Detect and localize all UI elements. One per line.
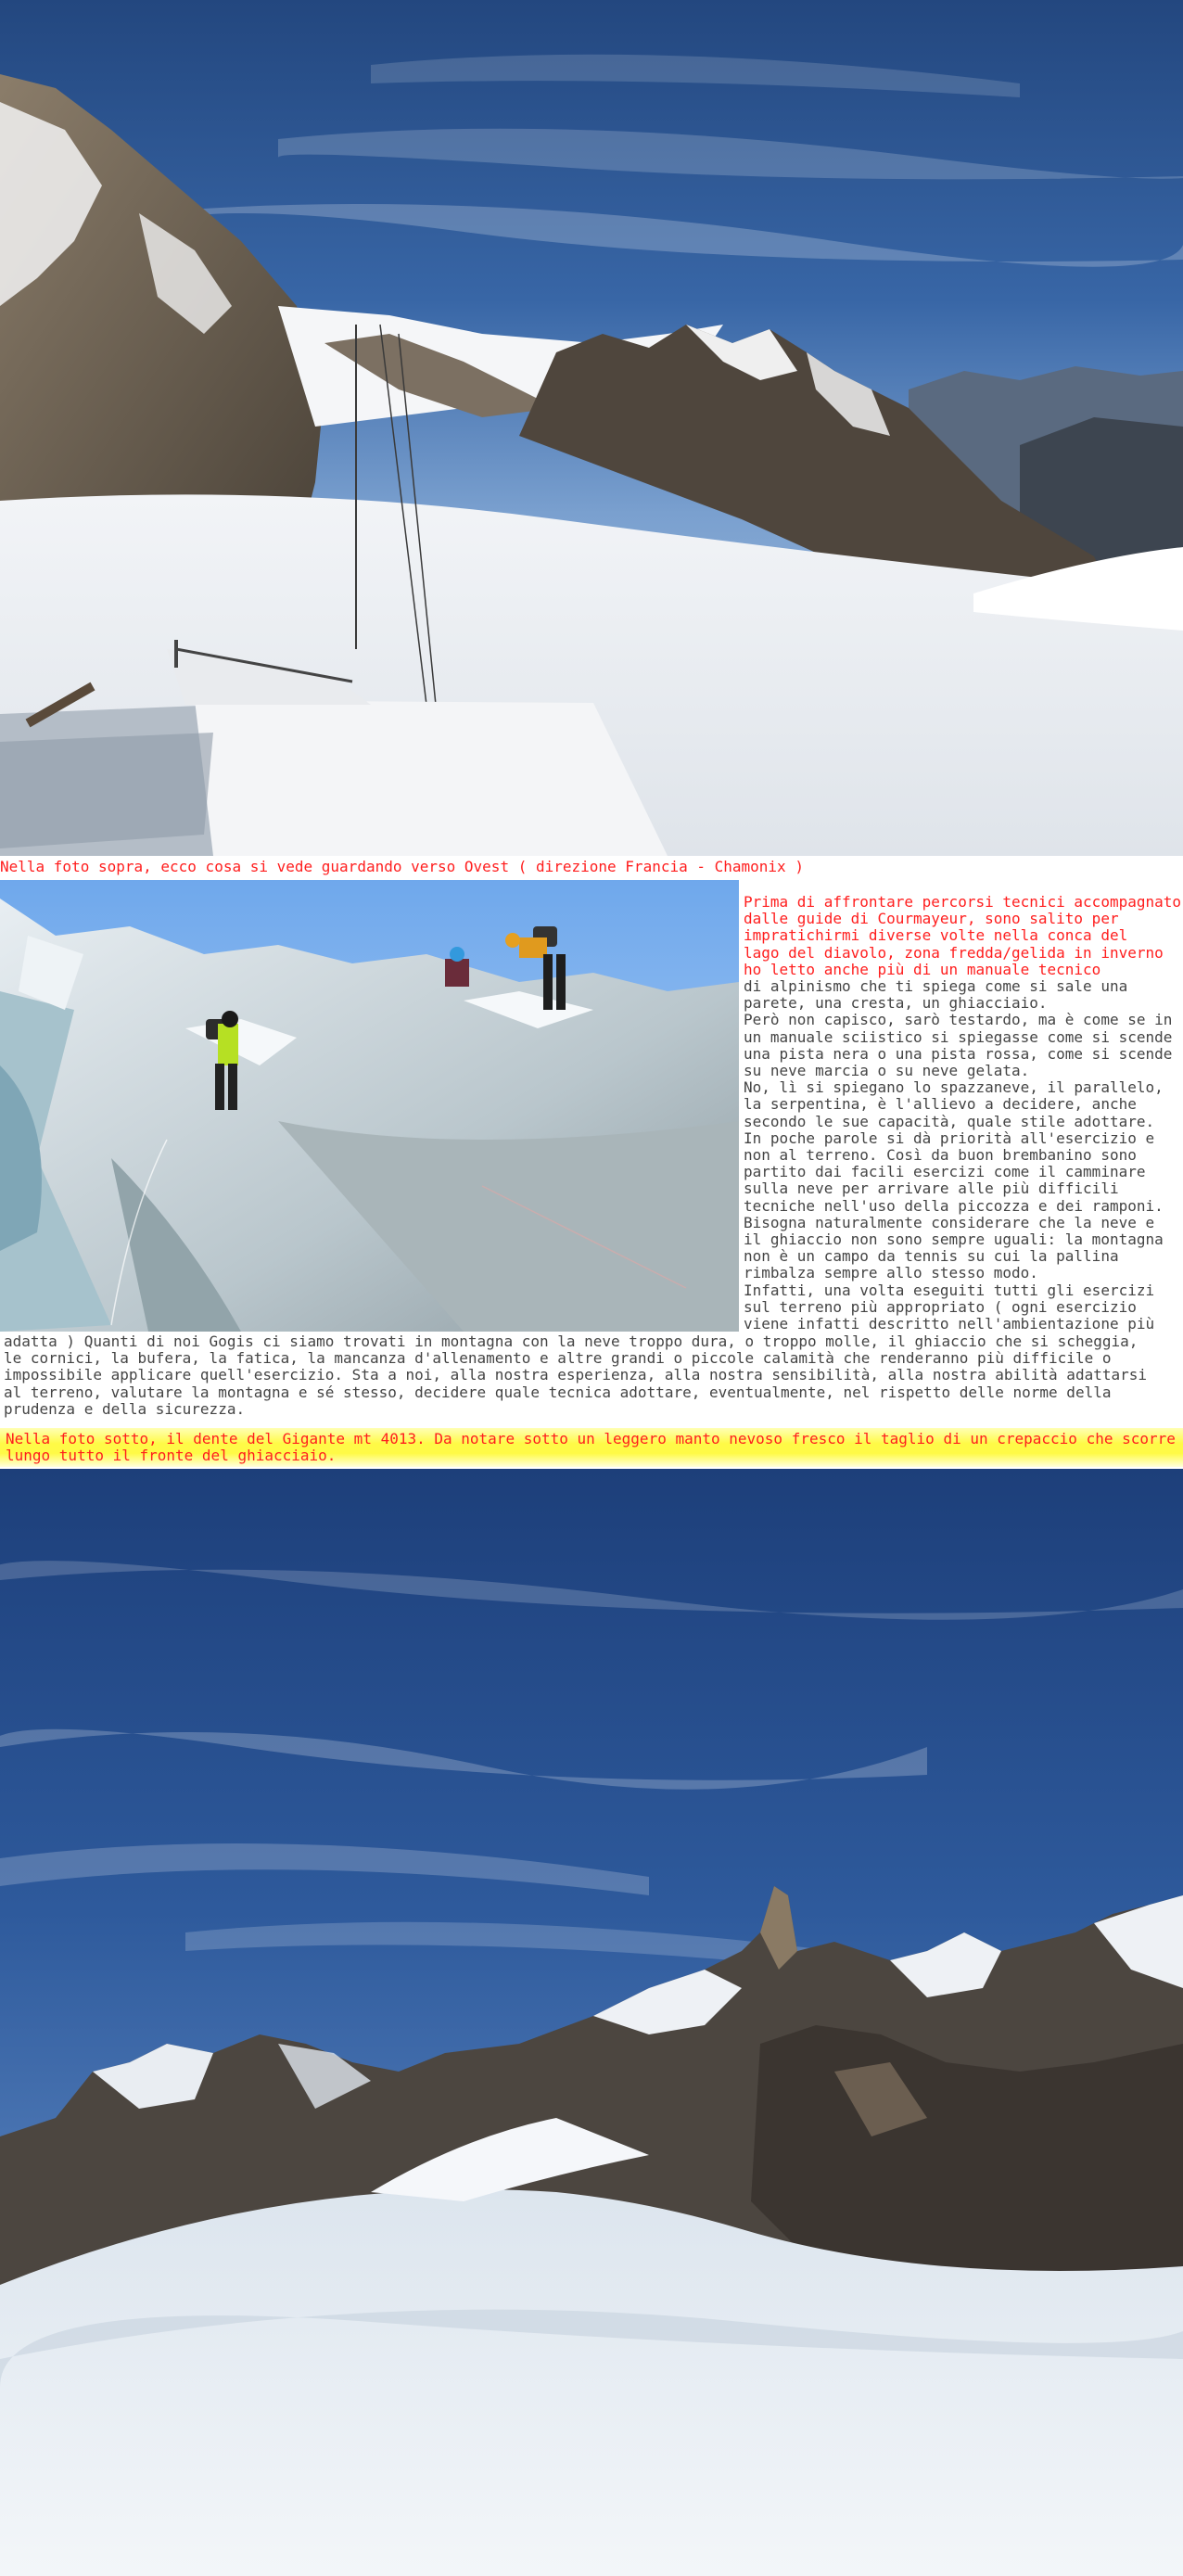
photo-glacier-climbers [0,880,739,1332]
caption-bottom-photo-highlighted: Nella foto sotto, il dente del Gigante mt 4013. Da notare sotto un leggero manto nevoso fresco il taglio di un crepaccio che scorre lungo tutto il fronte del ghiacciaio. [0,1428,1183,1467]
photo-dente-del-gigante-illustration [0,1469,1183,2576]
caption-top-photo: Nella foto sopra, ecco cosa si vede guardando verso Ovest ( direzione Francia - Chamonix ) [0,858,804,875]
photo-glacier-climbers-illustration [0,880,739,1332]
article-intro-red: Prima di affrontare percorsi tecnici accompagnato dalle guide di Courmayeur, sono salito per impratichirmi diverse volte nella conca del lago del diavolo, zona fredda/gelida in inverno ho letto anche più di un manuale tecnico [744,893,1182,978]
article-full-width-body: adatta ) Quanti di noi Gogis ci siamo trovati in montagna con la neve troppo dura, o troppo molle, il ghiaccio che si scheggia, le cornici, la bufera, la fatica, la mancanza d'allenamento e altre grandi o piccole calamità che renderanno più difficile o impossibile applicare quell'esercizio. Sta a noi, alla nostra esperienza, alla nostra sensibilità, alla nostra abilità adattarsi al terreno, valutare la montagna e sé stesso, decidere quale tecnica adottare, eventualmente, nel rispetto delle norme della prudenza e della sicurezza. [4,1333,1147,1418]
photo-west-chamonix-view [0,0,1183,856]
photo-dente-del-gigante [0,1469,1183,2576]
article-side-column [744,894,1181,1333]
article-side-body: di alpinismo che ti spiega come si sale una parete, una cresta, un ghiacciaio. Però non capisco, sarò testardo, ma è come se in un manuale sciistico si spiegasse come si scende una pista nera o una pista rossa, come si scende su neve marcia o su neve gelata. No, lì si spiegano lo spazzaneve, il parallelo, la serpentina, è l'allievo a decidere, anche secondo le sue capacità, quale stile adottare. In poche parole si dà priorità all'esercizio e non al terreno. Così da buon brembanino sono partito dai facili esercizi come il camminare sulla neve per arrivare alle più difficili tecniche nell'uso della piccozza e dei ramponi. Bisogna naturalmente considerare che la neve e il ghiaccio non sono sempre uguali: la montagna non è un campo da tennis su cui la pallina rimbalza sempre allo stesso modo. Infatti, una volta eseguiti tutti gli esercizi sul terreno più appropriato ( ogni esercizio viene infatti descritto nell'ambientazione più [744,977,1173,1333]
photo-west-chamonix-illustration [0,0,1183,856]
